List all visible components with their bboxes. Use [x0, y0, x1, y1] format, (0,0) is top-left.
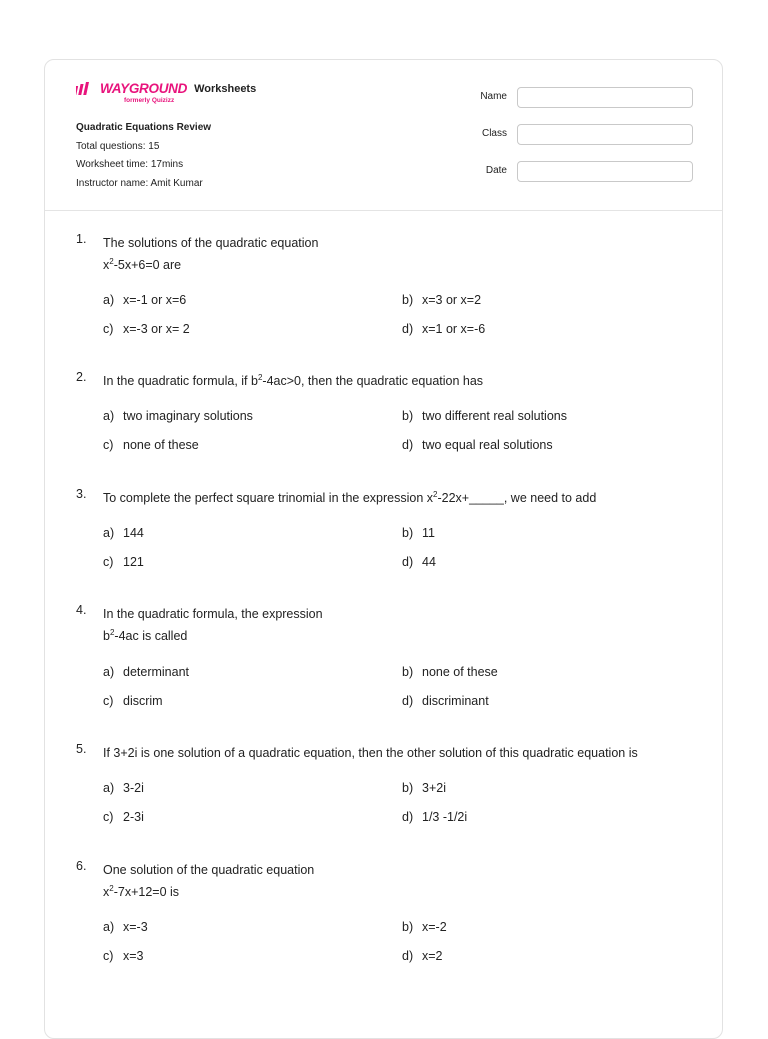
option-a[interactable]: a) x=-3 [103, 920, 148, 934]
question-text: If 3+2i is one solution of a quadratic equation, then the other solution of this quadratic equation is [103, 746, 638, 760]
question-number: 1. [76, 232, 87, 246]
question-number: 6. [76, 859, 87, 873]
question-line: The solutions of the quadratic equation [103, 236, 319, 250]
option-c[interactable]: c) x=3 [103, 949, 144, 963]
option-c[interactable]: c) none of these [103, 438, 199, 452]
instructor-name: Instructor name: Amit Kumar [76, 177, 203, 189]
option-d[interactable]: d) x=1 or x=-6 [402, 322, 486, 336]
question-line: One solution of the quadratic equation [103, 863, 315, 877]
name-field[interactable] [517, 87, 693, 108]
name-label: Name [480, 91, 507, 102]
option-b[interactable]: b) x=3 or x=2 [402, 293, 482, 307]
option-b[interactable]: b) none of these [402, 665, 498, 679]
question-number: 3. [76, 487, 87, 501]
option-d[interactable]: d) discriminant [402, 694, 489, 708]
question-line: $x^2-5x+6=0$ are [103, 257, 182, 272]
class-field[interactable] [517, 124, 693, 145]
date-label: Date [485, 165, 507, 176]
worksheet-header [45, 60, 722, 211]
question-line: $x^2-7x+12=0$ is [103, 884, 180, 899]
option-c[interactable]: c) 121 [103, 555, 144, 569]
brand-formerly: formerly Quizizz [124, 97, 175, 104]
option-b[interactable]: b) 3+2i [402, 781, 446, 795]
brand-wordmark: WAYGROUND [100, 81, 188, 96]
class-label: Class [481, 128, 507, 139]
wayground-logo-icon [76, 82, 98, 95]
question-number: 4. [76, 603, 87, 617]
option-c[interactable]: c) discrim [103, 694, 163, 708]
option-c[interactable]: c) x=-3 or x= 2 [103, 322, 190, 336]
option-d[interactable]: d) two equal real solutions [402, 438, 553, 452]
question-text: To complete the perfect square trinomial in the expression $x^2-22x+\_\_\_\_\_$, we need to add [103, 490, 597, 505]
question-line: $b^2-4ac$ is called [103, 628, 188, 643]
worksheet-title: Quadratic Equations Review [76, 122, 212, 133]
option-c[interactable]: c) 2-3i [103, 810, 144, 824]
option-b[interactable]: b) 11 [402, 526, 435, 540]
option-d[interactable]: d) 1/3 -1/2i [402, 810, 468, 824]
total-questions: Total questions: 15 [76, 140, 160, 152]
option-d[interactable]: d) 44 [402, 555, 436, 569]
brand-logo [76, 81, 256, 96]
option-d[interactable]: d) x=2 [402, 949, 443, 963]
question-number: 2. [76, 370, 87, 384]
option-a[interactable]: a) x=-1 or x=6 [103, 293, 187, 307]
worksheet-meta [76, 119, 211, 193]
option-a[interactable]: a) two imaginary solutions [103, 409, 253, 423]
option-a[interactable]: a) 144 [103, 526, 144, 540]
option-a[interactable]: a) 3-2i [103, 781, 144, 795]
date-field[interactable] [517, 161, 693, 182]
question-line: In the quadratic formula, the expression [103, 607, 323, 621]
option-b[interactable]: b) two different real solutions [402, 409, 567, 423]
question-text [103, 859, 693, 903]
option-a[interactable]: a) determinant [103, 665, 190, 679]
worksheet-time: Worksheet time: 17mins [76, 159, 184, 170]
question-text [103, 603, 693, 647]
worksheet-page [44, 59, 723, 1039]
option-b[interactable]: b) x=-2 [402, 920, 447, 934]
question-text: In the quadratic formula, if $b^2-4ac>0$, then the quadratic equation has [103, 373, 484, 388]
question-text [103, 232, 693, 276]
product-name: Worksheets [194, 82, 257, 95]
question-number: 5. [76, 742, 87, 756]
